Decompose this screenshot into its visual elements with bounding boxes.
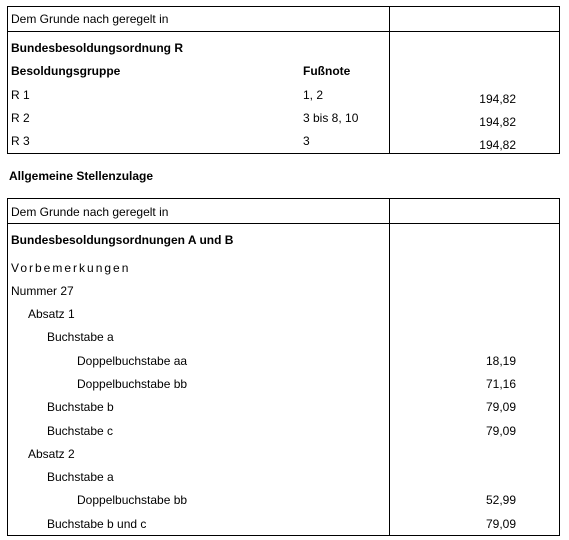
table2-section-title: Bundesbesoldungsordnungen A und B [11, 233, 234, 247]
list-item: Doppelbuchstabe aa [77, 354, 188, 368]
row-group: R 1 [11, 88, 30, 102]
table1-header: Dem Grunde nach geregelt in [11, 12, 169, 26]
table2-header: Dem Grunde nach geregelt in [11, 205, 169, 219]
list-item: Absatz 2 [28, 447, 75, 461]
column-header-besoldungsgruppe: Besoldungsgruppe [11, 64, 121, 78]
row-value: 79,09 [485, 400, 516, 414]
row-footnote: 3 bis 8, 10 [303, 111, 359, 125]
list-item: Buchstabe b und c [47, 517, 147, 531]
list-item: Buchstabe c [47, 424, 114, 438]
column-divider [389, 199, 390, 535]
row-value: 79,09 [485, 517, 516, 531]
row-group: R 2 [11, 111, 30, 125]
row-value: 71,16 [485, 377, 516, 391]
row-value: 18,19 [485, 354, 516, 368]
row-value: 52,99 [485, 493, 516, 507]
row-value: 79,09 [485, 424, 516, 438]
vorbemerkungen-label: Vorbemerkungen [11, 261, 131, 275]
table1-section-title: Bundesbesoldungsordnung R [11, 41, 183, 55]
header-divider [8, 31, 559, 32]
row-footnote: 3 [303, 134, 310, 148]
table-bundesbesoldungsordnungen-a-b [7, 198, 560, 536]
row-footnote: 1, 2 [303, 88, 324, 102]
list-item: Buchstabe a [47, 470, 114, 484]
table-besoldungsordnung-r [7, 6, 560, 154]
header-divider [8, 223, 559, 224]
list-item: Doppelbuchstabe bb [77, 377, 188, 391]
list-item: Doppelbuchstabe bb [77, 493, 188, 507]
row-group: R 3 [11, 134, 30, 148]
column-divider [389, 7, 390, 153]
list-item: Buchstabe b [47, 400, 114, 414]
section-heading-allgemeine-stellenzulage: Allgemeine Stellenzulage [9, 169, 154, 183]
list-item: Buchstabe a [47, 330, 114, 344]
row-value: 194,82 [479, 92, 516, 106]
row-value: 194,82 [479, 138, 516, 152]
list-item: Absatz 1 [28, 307, 75, 321]
row-value: 194,82 [479, 115, 516, 129]
nummer-label: Nummer 27 [11, 284, 74, 298]
column-header-fussnote: Fußnote [303, 64, 351, 78]
